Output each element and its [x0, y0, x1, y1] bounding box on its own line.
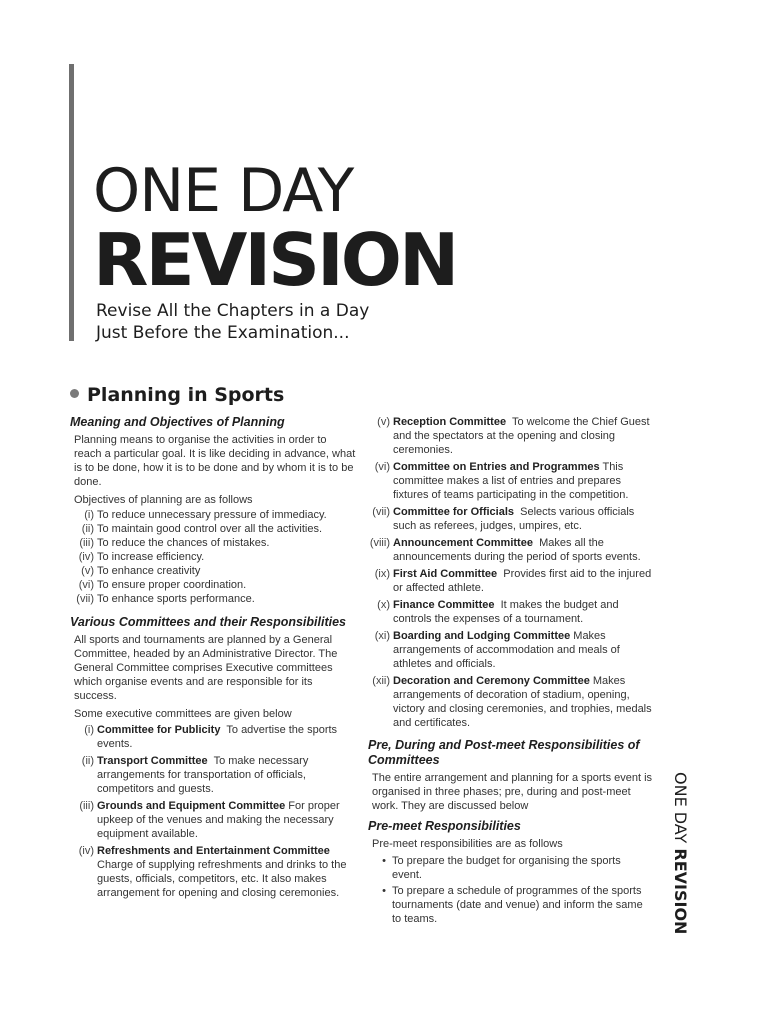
bullet-dot: • — [382, 855, 386, 867]
list-number: (vii) — [372, 506, 390, 518]
committee-text: For proper upkeep of the venues and making the necessary equipment available. — [97, 800, 340, 840]
paragraph-pre-meet-intro: Pre-meet responsibilities are as follows — [372, 838, 563, 850]
list-item — [368, 505, 653, 533]
committee-text: Charge of supplying refreshments and drinks to the guests, officials, competitors, etc. It also makes arrangement for opening and closing ceremonies. — [97, 859, 347, 899]
list-item — [368, 567, 653, 595]
list-number: (ix) — [374, 568, 390, 580]
committee-term: Finance Committee — [393, 599, 495, 611]
list-item — [368, 536, 653, 564]
heading-meaning: Meaning and Objectives of Planning — [70, 415, 285, 429]
list-number: (iii) — [79, 537, 94, 549]
list-number: (ii) — [81, 755, 94, 767]
list-text: To enhance creativity — [97, 565, 201, 577]
committee-term: First Aid Committee — [393, 568, 498, 580]
list-number: (vi) — [374, 461, 390, 473]
committee-term: Committee for Officials — [393, 506, 515, 518]
committee-term: Grounds and Equipment Committee — [97, 800, 286, 812]
bullet-dot: • — [382, 885, 386, 897]
committee-term: Decoration and Ceremony Committee — [393, 675, 590, 687]
list-number: (i) — [84, 509, 94, 521]
committee-text: Makes arrangements of decoration of stadium, opening, victory and closing ceremonies, and trophies, medals and certificates. — [393, 675, 652, 729]
side-label-text — [669, 772, 691, 946]
committee-text: Makes all the announcements during the period of sports events. — [393, 537, 641, 563]
side-label-light: ONE DAY — [671, 772, 690, 844]
committees-list-right — [368, 415, 653, 730]
list-item — [368, 884, 653, 926]
side-label — [669, 772, 691, 946]
list-text: To increase efficiency. — [97, 551, 205, 563]
list-number: (iv) — [78, 845, 94, 857]
list-number: (v) — [81, 565, 94, 577]
committee-term: Boarding and Lodging Committee — [393, 630, 571, 642]
list-item — [70, 844, 357, 900]
paragraph-meaning: Planning means to organise the activities in order to reach a particular goal. It is like deciding in advance, what is to be done, how it is to be done and by whom it is to be done. — [74, 434, 356, 488]
list-item — [368, 460, 653, 502]
heading-pre-meet: Pre-meet Responsibilities — [368, 819, 521, 833]
list-item — [70, 578, 357, 592]
left-column — [70, 415, 357, 904]
list-number: (xi) — [374, 630, 390, 642]
committee-text: It makes the budget and controls the expenses of a tournament. — [393, 599, 619, 625]
committee-term: Refreshments and Entertainment Committee — [97, 845, 330, 857]
heading-committees: Various Committees and their Responsibilities — [70, 615, 346, 629]
subtitle-line-1: Revise All the Chapters in a Day — [96, 301, 370, 321]
committee-text: Makes arrangements of accommodation and meals of athletes and officials. — [393, 630, 620, 670]
list-text: To prepare the budget for organising the sports event. — [392, 855, 621, 881]
list-number: (i) — [84, 724, 94, 736]
list-item — [368, 598, 653, 626]
list-number: (iii) — [79, 800, 94, 812]
paragraph-committees: All sports and tournaments are planned by a General Committee, headed by an Administrative Director. The General Committee comprises Executive committees which organise events and are responsible for its success. — [74, 634, 338, 702]
committee-text: Provides first aid to the injured or affected athlete. — [393, 568, 652, 594]
list-item — [70, 508, 357, 522]
list-text: To reduce unnecessary pressure of immediacy. — [97, 509, 327, 521]
list-number: (iv) — [78, 551, 94, 563]
committee-term: Committee for Publicity — [97, 724, 221, 736]
accent-bar — [69, 64, 74, 341]
subtitle — [96, 300, 369, 344]
list-item — [70, 550, 357, 564]
side-label-bold: REVISION — [671, 848, 690, 935]
list-number: (v) — [377, 416, 390, 428]
committee-term: Reception Committee — [393, 416, 507, 428]
bullet-icon — [70, 389, 79, 398]
paragraph-phases: The entire arrangement and planning for a sports event is organised in three phases; pre, during and post-meet work. They are discussed below — [372, 772, 653, 812]
list-item — [70, 536, 357, 550]
list-item — [70, 564, 357, 578]
list-item — [70, 799, 357, 841]
heading-phases: Pre, During and Post-meet Responsibilities of Committees — [368, 738, 640, 767]
paragraph-objectives-intro: Objectives of planning are as follows — [74, 494, 253, 506]
committee-text: To welcome the Chief Guest and the spectators at the opening and closing ceremonies. — [393, 416, 650, 456]
list-item — [70, 592, 357, 606]
committee-term: Announcement Committee — [393, 537, 533, 549]
objectives-list — [70, 508, 357, 606]
section-heading — [70, 384, 284, 406]
subtitle-line-2: Just Before the Examination... — [96, 323, 350, 343]
list-text: To reduce the chances of mistakes. — [97, 537, 270, 549]
committee-term: Transport Committee — [97, 755, 208, 767]
list-text: To enhance sports performance. — [97, 593, 255, 605]
committee-text: To advertise the sports events. — [97, 724, 338, 750]
committee-text: This committee makes a list of entries and prepares fixtures of teams participating in the competition. — [393, 461, 629, 501]
list-text: To maintain good control over all the activities. — [97, 523, 323, 535]
list-item — [368, 854, 653, 882]
pre-meet-list — [368, 854, 653, 926]
committee-text: Selects various officials such as referees, judges, umpires, etc. — [393, 506, 635, 532]
committee-text: To make necessary arrangements for transportation of officials, competitors and guests. — [97, 755, 309, 795]
paragraph-committees-intro: Some executive committees are given below — [74, 708, 292, 720]
list-text: To prepare a schedule of programmes of the sports tournaments (date and venue) and inform the same to teams. — [392, 885, 643, 925]
right-column — [368, 415, 653, 928]
title-line-1: ONE DAY — [93, 156, 354, 226]
list-number: (viii) — [369, 537, 390, 549]
section-title: Planning in Sports — [87, 384, 285, 406]
list-item — [70, 754, 357, 796]
list-item — [368, 415, 653, 457]
list-item — [368, 629, 653, 671]
list-number: (x) — [377, 599, 390, 611]
list-number: (xii) — [372, 675, 390, 687]
list-text: To ensure proper coordination. — [97, 579, 247, 591]
committees-list-left — [70, 723, 357, 900]
list-number: (ii) — [81, 523, 94, 535]
list-item — [368, 674, 653, 730]
list-item — [70, 723, 357, 751]
list-number: (vi) — [78, 579, 94, 591]
title-line-2: REVISION — [93, 218, 457, 302]
committee-term: Committee on Entries and Programmes — [393, 461, 600, 473]
list-item — [70, 522, 357, 536]
list-number: (vii) — [76, 593, 94, 605]
